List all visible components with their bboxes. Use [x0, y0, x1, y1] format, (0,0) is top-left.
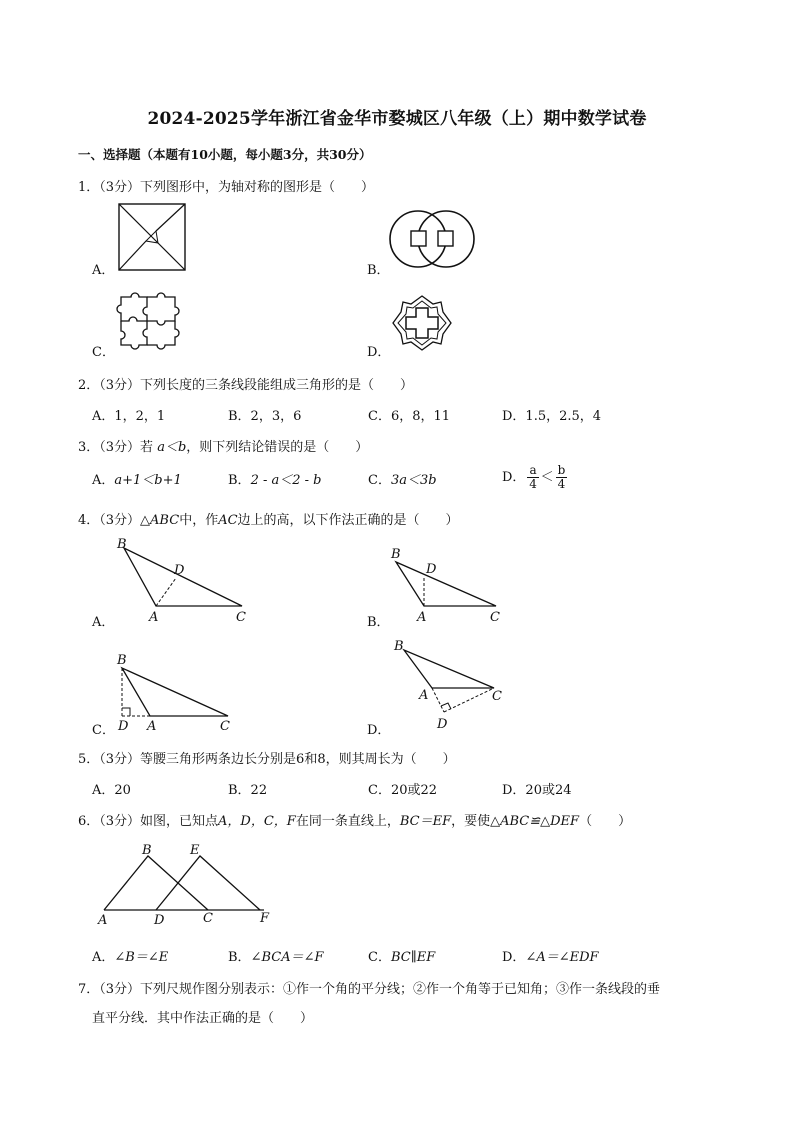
- q6-option-d-text: ∠A＝∠EDF: [525, 950, 599, 965]
- q5-option-a: A．20: [92, 783, 131, 798]
- q4-stem-pre: 4．（3分）△: [78, 513, 151, 528]
- q4c-label-a: A: [147, 719, 157, 734]
- q3-option-b-text: 2 - a＜2 - b: [250, 473, 322, 488]
- q6-stem-equal: BC＝EF: [399, 814, 452, 829]
- q6-label-d: D: [154, 913, 165, 928]
- q4-figure-b: [386, 542, 516, 628]
- q3-frac-a-num: a: [529, 463, 537, 477]
- q1-figure-d-cross-ornament: [391, 294, 453, 352]
- q6-stem-mid2: ，要使△: [451, 814, 501, 829]
- q3-option-c-text: 3a＜3b: [390, 473, 437, 488]
- q4-option-a-label: A．: [92, 615, 115, 630]
- q4b-label-c: C: [490, 610, 500, 625]
- q4-option-c-label: C．: [92, 723, 115, 738]
- q3-option-b: [228, 469, 322, 488]
- question-7-line-2: 直平分线．其中作法正确的是（ ）: [92, 1011, 314, 1026]
- q6-stem-post: （ ）: [579, 814, 632, 829]
- q3-frac-b-den: 4: [557, 477, 566, 491]
- q4-figure-d: [390, 636, 520, 736]
- question-2-stem: 2．（3分）下列长度的三条线段能组成三角形的是（ ）: [78, 378, 414, 393]
- q5-option-d: D．20或24: [502, 783, 572, 798]
- q4-option-b-label: B．: [367, 615, 390, 630]
- q3-stem-post: ，则下列结论错误的是（ ）: [186, 440, 369, 455]
- q4c-label-d: D: [118, 719, 129, 734]
- q4c-label-c: C: [220, 719, 230, 734]
- question-7-line-1: 7．（3分）下列尺规作图分别表示：①作一个角的平分线；②作一个角等于已知角；③作一条线段的垂: [78, 982, 661, 997]
- q6-stem-points: A，D，C，F: [218, 814, 296, 829]
- q4d-label-a: A: [419, 688, 429, 703]
- q4b-label-b: B: [391, 547, 401, 562]
- q1-figure-a-pinwheel-square: [118, 203, 186, 271]
- q3-option-d-frac-a: [527, 464, 538, 491]
- question-6-stem: [78, 810, 631, 829]
- q6-option-b-text: ∠BCA＝∠F: [250, 950, 324, 965]
- q6-option-d-label: D．: [502, 950, 526, 965]
- q6-option-a-label: A．: [92, 950, 115, 965]
- q3-stem-condition: a＜b: [157, 440, 187, 455]
- section-heading: 一、选择题（本题有10小题，每小题3分，共30分）: [78, 147, 372, 162]
- q6-stem-mid: 在同一条直线上，: [295, 814, 400, 829]
- q6-option-d: [502, 946, 599, 965]
- q1-figure-c-puzzle-pieces: [117, 293, 179, 349]
- q1-option-c-label: C．: [92, 345, 115, 360]
- q6-stem-pre: 6．（3分）如图，已知点: [78, 814, 219, 829]
- q4d-label-b: B: [394, 639, 404, 654]
- q3-option-c-label: C．: [368, 473, 391, 488]
- q3-option-d-lt: ＜: [540, 470, 554, 485]
- q4d-label-d: D: [437, 717, 448, 732]
- q4-option-d-label: D．: [367, 723, 391, 738]
- question-1-stem: 1．（3分）下列图形中，为轴对称的图形是（ ）: [78, 180, 375, 195]
- q3-option-a: [92, 469, 182, 488]
- q1-option-a-label: A．: [92, 263, 115, 278]
- q6-option-a-text: ∠B＝∠E: [114, 950, 169, 965]
- q6-option-b: [228, 946, 324, 965]
- q4a-label-a: A: [149, 610, 159, 625]
- q6-label-c: C: [203, 911, 213, 926]
- q1-option-b-label: B．: [367, 263, 390, 278]
- q3-option-c: [368, 469, 437, 488]
- q4a-label-d: D: [174, 563, 185, 578]
- q6-stem-congruence: ABC≌△DEF: [500, 814, 580, 829]
- q3-option-d-label: D．: [502, 470, 526, 485]
- q4a-label-b: B: [117, 537, 127, 552]
- q3-option-d: [502, 464, 569, 491]
- q6-option-b-label: B．: [228, 950, 251, 965]
- q3-option-a-text: a+1＜b+1: [114, 473, 182, 488]
- q4b-label-a: A: [417, 610, 427, 625]
- q6-label-e: E: [190, 843, 200, 858]
- q3-option-b-label: B．: [228, 473, 251, 488]
- q6-label-b: B: [142, 843, 152, 858]
- q4-stem-abc: ABC: [150, 513, 180, 528]
- q1-option-d-label: D．: [367, 345, 391, 360]
- q6-label-f: F: [260, 911, 270, 926]
- q4-stem-post: 边上的高，以下作法正确的是（ ）: [237, 513, 459, 528]
- q6-figure-triangles: [96, 840, 286, 930]
- q6-option-a: [92, 946, 168, 965]
- q3-option-a-label: A．: [92, 473, 115, 488]
- q4-figure-a: [110, 536, 260, 626]
- q4c-label-b: B: [117, 653, 127, 668]
- q4d-label-c: C: [492, 689, 502, 704]
- q2-option-c: C．6，8，11: [368, 409, 451, 424]
- q4-stem-mid: 中，作: [179, 513, 219, 528]
- q2-option-b: B．2，3，6: [228, 409, 302, 424]
- page-title: 2024-2025学年浙江省金华市婺城区八年级（上）期中数学试卷: [147, 109, 647, 129]
- q3-stem-pre: 3．（3分）若: [78, 440, 158, 455]
- q2-option-d: D．1.5，2.5，4: [502, 409, 602, 424]
- q6-option-c-text: BC∥EF: [390, 950, 436, 965]
- q6-option-c-label: C．: [368, 950, 391, 965]
- question-5-stem: 5．（3分）等腰三角形两条边长分别是6和8，则其周长为（ ）: [78, 752, 456, 767]
- q1-figure-b-overlapping-coins: [388, 209, 476, 269]
- q6-option-c: [368, 946, 435, 965]
- question-4-stem: [78, 509, 459, 528]
- q3-frac-b-num: b: [557, 463, 566, 477]
- question-3-stem: [78, 436, 368, 455]
- q6-label-a: A: [98, 913, 108, 928]
- q4b-label-d: D: [426, 562, 437, 577]
- q5-option-c: C．20或22: [368, 783, 438, 798]
- q4-figure-c: [110, 650, 240, 736]
- q4-stem-ac: AC: [218, 513, 238, 528]
- q4a-label-c: C: [236, 610, 246, 625]
- q2-option-a: A．1，2，1: [92, 409, 166, 424]
- q3-frac-a-den: 4: [529, 477, 537, 491]
- q3-option-d-frac-b: [556, 464, 568, 491]
- q5-option-b: B．22: [228, 783, 268, 798]
